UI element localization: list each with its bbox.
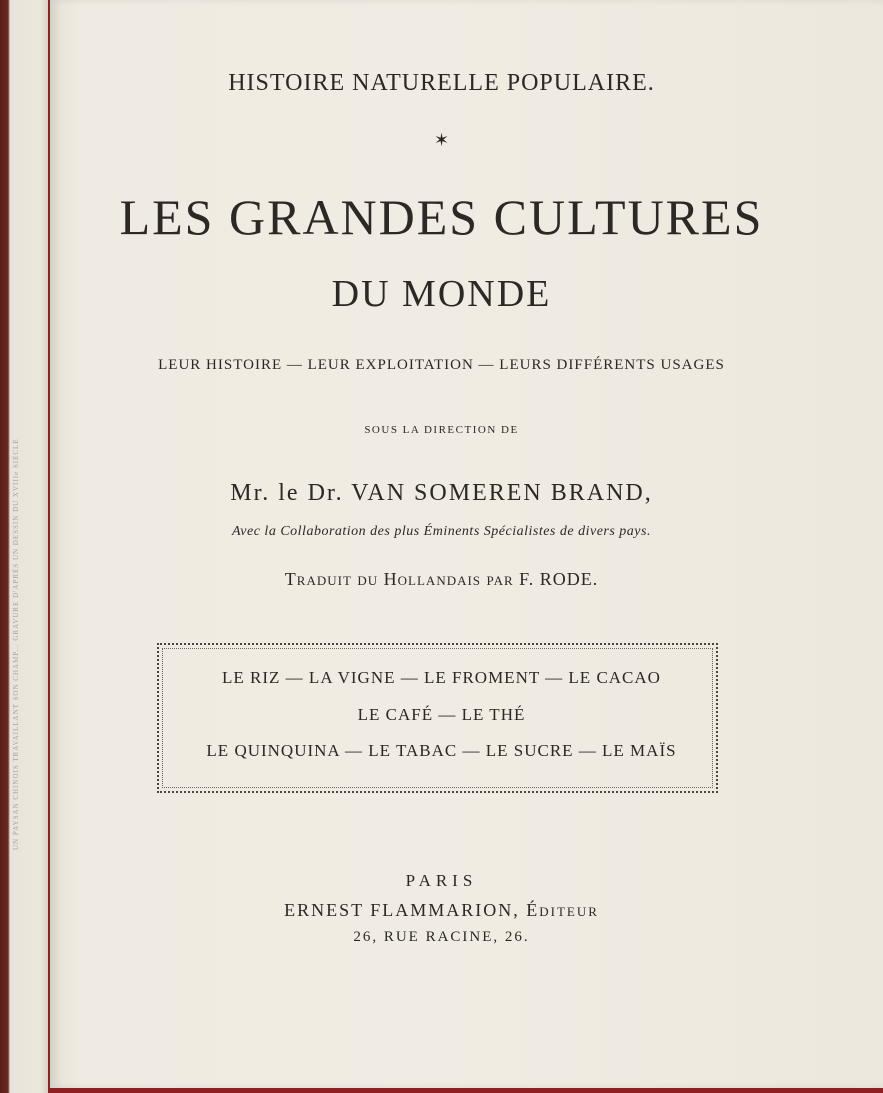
book-tagline: LEUR HISTOIRE — LEUR EXPLOITATION — LEURS DIFFÉRENTS USAGES: [158, 357, 725, 373]
crops-line-1: LE RIZ — LA VIGNE — LE FROMENT — LE CACAO: [222, 668, 661, 687]
book-title: LES GRANDES CULTURES: [119, 189, 764, 245]
title-page: [50, 0, 883, 1088]
ornament-star-icon: ✶: [433, 130, 450, 150]
translator-credit: Traduit du Hollandais par F. RODE.: [284, 569, 599, 589]
crops-line-3: LE QUINQUINA — LE TABAC — LE SUCRE — LE MAÏS: [206, 741, 677, 760]
author-name: Mr. le Dr. VAN SOMEREN BRAND,: [230, 480, 653, 506]
publication-city: PARIS: [405, 871, 478, 890]
publisher: [0, 900, 883, 921]
publisher-name: ERNEST FLAMMARION,: [284, 900, 520, 920]
direction-label: SOUS LA DIRECTION DE: [364, 424, 519, 436]
spine-caption: UN PAYSAN CHINOIS TRAVAILLANT SON CHAMP... GRAVURE D'APRÈS UN DESSIN DU XVIIIe SIÈCLE: [12, 438, 20, 850]
series-title: HISTOIRE NATURELLE POPULAIRE.: [228, 70, 655, 96]
publisher-address: 26, RUE RACINE, 26.: [353, 929, 530, 945]
cover-edge: [48, 1088, 883, 1093]
publisher-role: Éditeur: [526, 900, 599, 920]
book-subtitle: DU MONDE: [331, 273, 552, 315]
collaboration-note: Avec la Collaboration des plus Éminents Spécialistes de divers pays.: [232, 524, 651, 539]
crops-line-2: LE CAFÉ — LE THÉ: [357, 705, 526, 724]
